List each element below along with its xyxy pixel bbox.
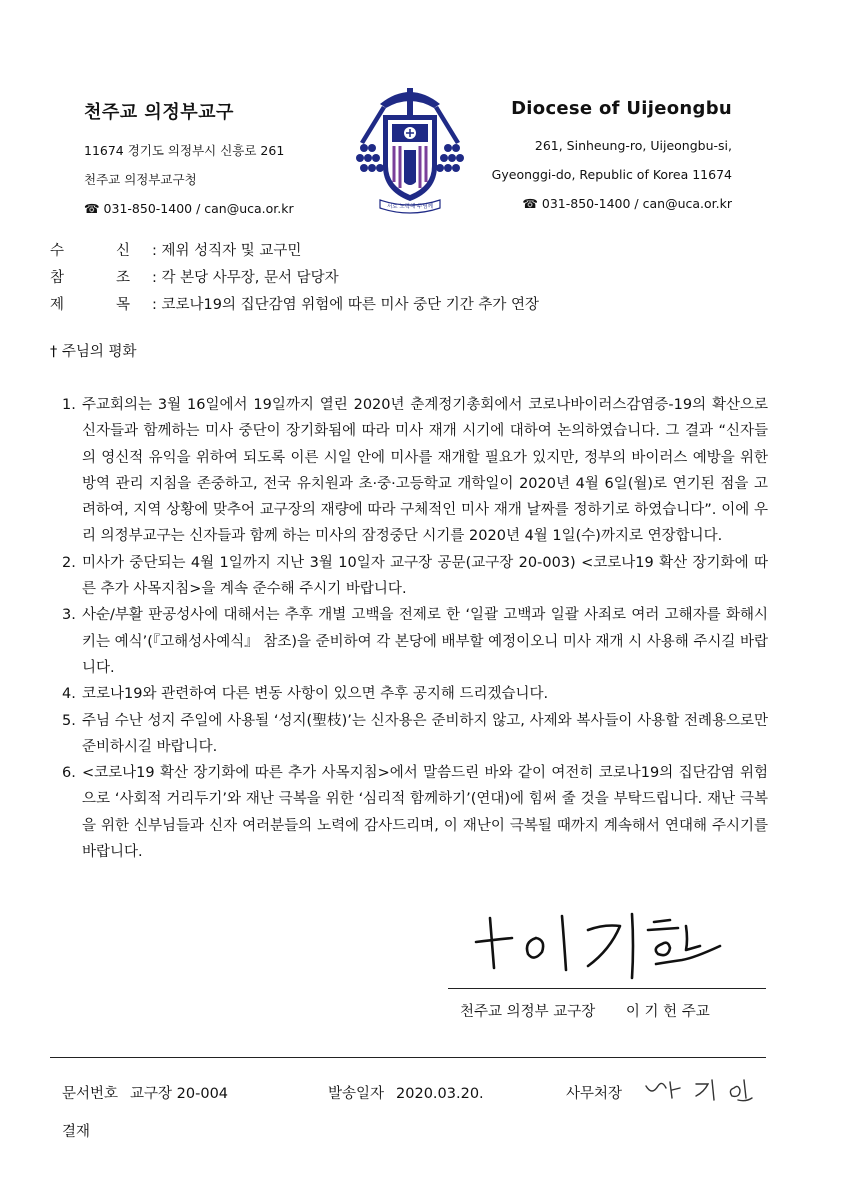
document-meta (50, 236, 539, 317)
item-number: 1. (62, 397, 76, 413)
signer-name: 이 기 헌 주교 (625, 1004, 710, 1020)
send-date (328, 1082, 484, 1103)
meta-row-subject (50, 290, 539, 317)
secretary-signature-icon (642, 1076, 766, 1104)
address-english-line-1: 261, Sinheung-ro, Uijeongbu-si, (534, 138, 732, 153)
body-items (62, 392, 768, 865)
org-name-english: Diocese of Uijeongbu (511, 98, 732, 119)
contact-korean: ☎ 031-850-1400 / can@uca.or.kr (84, 201, 294, 216)
send-date-value: 2020.03.20. (396, 1086, 484, 1102)
meta-row-reference (50, 263, 539, 290)
list-item (62, 550, 768, 603)
footer-divider (50, 1057, 766, 1058)
recipient-value: : 제위 성직자 및 교구민 (152, 243, 302, 259)
signer-title: 천주교 의정부 교구장 (460, 1004, 596, 1020)
secretary (566, 1082, 622, 1103)
handwritten-signature-icon (472, 900, 732, 982)
approval-label: 결재 (62, 1124, 91, 1140)
list-item (62, 708, 768, 761)
reference-label-1: 참 (50, 270, 65, 286)
item-text: 주교회의는 3월 16일에서 19일까지 열린 2020년 춘계정기총회에서 코로나바이러스감염증-19의 확산으로 신자들과 함께하는 미사 중단이 장기화됨에 따라 미사 재개 시기에 대하여 논의하였습니다. 그 결과 “신자들의 영신적 유익을 위하여 되도록 이른 시일 안에 미사를 재개할 필요가 있지만, 정부의 바이러스 예방을 위한 방역 관리 지침을 존중하고, 전국 유치원과 초·중·고등학교 개학일이 2020년 4월 6일(월)로 연기된 점을 고려하여, 지역 상황에 맞추어 교구장의 재량에 따라 구체적인 미사 재개 날짜를 정하기로 하였습니다”. 이에 우리 의정부교구는 신자들과 함께 하는 미사의 잠정중단 시기를 2020년 4월 1일(수)까지로 연장합니다. (82, 397, 768, 545)
recipient-label-2: 신 (115, 243, 130, 259)
contact-english: ☎ 031-850-1400 / can@uca.or.kr (522, 196, 732, 211)
item-number: 3. (62, 607, 76, 624)
list-item (62, 681, 768, 707)
item-number: 2. (62, 554, 76, 571)
item-text: 주님 수난 성지 주일에 사용될 ‘성지(聖枝)’는 신자용은 준비하지 않고, 사제와 복사들이 사용할 전례용으로만 준비하시길 바랍니다. (82, 712, 768, 755)
signer (460, 1000, 710, 1021)
signature-line (448, 988, 766, 989)
recipient-label-1: 수 (50, 243, 65, 259)
address-korean-line-1: 11674 경기도 의정부시 신흥로 261 (84, 143, 285, 158)
reference-label-2: 조 (115, 270, 130, 286)
item-number: 6. (62, 765, 76, 782)
reference-value: : 각 본당 사무장, 문서 담당자 (152, 270, 339, 286)
meta-row-recipient (50, 236, 539, 263)
subject-label-1: 제 (50, 297, 65, 313)
doc-number-value: 교구장 20-004 (130, 1086, 229, 1102)
list-item (62, 392, 768, 550)
greeting: † 주님의 평화 (50, 344, 137, 360)
org-name-korean: 천주교 의정부교구 (84, 102, 234, 123)
item-number: 5. (62, 712, 76, 729)
item-text: 미사가 중단되는 4월 1일까지 지난 3월 10일자 교구장 공문(교구장 20-003) <코로나19 확산 장기화에 따른 추가 사목지침>을 계속 준수해 주시기 바랍니다. (82, 554, 768, 598)
signature-area (448, 900, 766, 990)
address-korean-line-2: 천주교 의정부교구청 (84, 172, 197, 187)
subject-value: : 코로나19의 집단감염 위험에 따른 미사 중단 기간 추가 연장 (152, 297, 539, 313)
list-item (62, 602, 768, 681)
item-text: 코로나19와 관련하여 다른 변동 사항이 있으면 추후 공지해 드리겠습니다. (82, 686, 549, 703)
address-english-line-2: Gyeonggi-do, Republic of Korea 11674 (491, 167, 732, 182)
item-text: <코로나19 확산 장기화에 따른 추가 사목지침>에서 말씀드린 바와 같이 여전히 코로나19의 집단감염 위험으로 ‘사회적 거리두기’와 재난 극복을 위한 ‘심리적 함께하기’(연대)에 힘써 줄 것을 부탁드립니다. 재난 극복을 위한 신부님들과 신자 여러분들의 노력에 감사드리며, 이 재난이 극복될 때까지 계속해서 연대해 주시기를 바랍니다. (82, 765, 768, 861)
diocese-seal-icon (354, 82, 466, 218)
header-left (84, 98, 294, 216)
send-date-label: 발송일자 (328, 1086, 385, 1102)
header-right (492, 98, 732, 211)
list-item (62, 760, 768, 865)
item-text: 사순/부활 판공성사에 대해서는 추후 개별 고백을 전제로 한 ‘일괄 고백과 일괄 사죄로 여러 고해자를 화해시키는 예식’(『고해성사예식』 참조)을 준비하여 각 본당에 배부할 예정이오니 미사 재개 시 사용해 주시길 바랍니다. (82, 607, 768, 676)
secretary-label: 사무처장 (566, 1086, 623, 1102)
subject-label-2: 목 (115, 297, 130, 313)
doc-number (62, 1082, 228, 1103)
item-number: 4. (62, 686, 76, 703)
doc-number-label: 문서번호 (62, 1086, 119, 1102)
seal-motto: 서로 노력해 주님께 (386, 204, 434, 210)
